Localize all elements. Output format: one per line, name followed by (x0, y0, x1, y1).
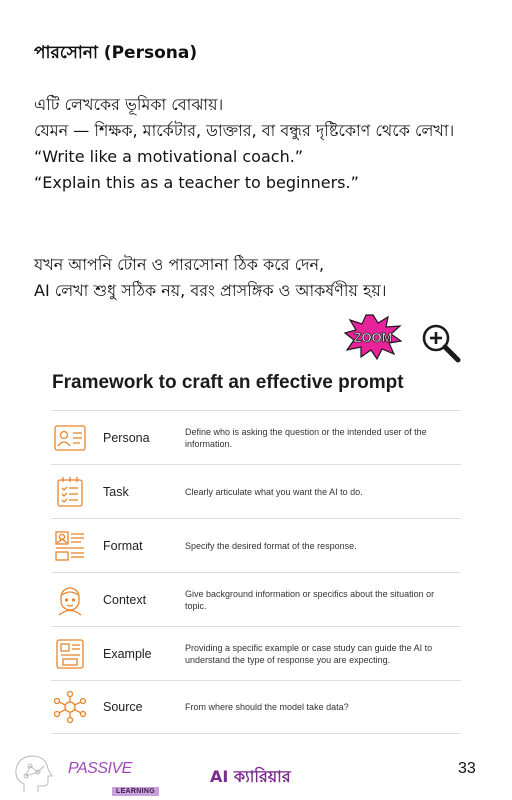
summary-line: AI লেখা শুধু সঠিক নয়, বরং প্রাসঙ্গিক ও আকর্ষণীয় হয়। (34, 281, 387, 300)
brand-main-text: PASSIVE (68, 760, 132, 777)
framework-label: Source (103, 700, 143, 714)
framework-desc: Give background information or specifics about the situation or topic. (185, 588, 435, 611)
framework-row-format (51, 518, 461, 572)
summary-line: যখন আপনি টোন ও পারসোনা ঠিক করে দেন, (34, 255, 325, 274)
framework-table (51, 410, 461, 734)
intro-line: এটি লেখকের ভূমিকা বোঝায়। (34, 95, 224, 114)
intro-paragraph (34, 92, 478, 196)
zoom-in-icon[interactable] (420, 322, 462, 364)
summary-paragraph (34, 252, 478, 304)
source-network-icon (53, 690, 87, 724)
framework-desc: Define who is asking the question or the intended user of the information. (185, 426, 427, 449)
brand-logo (68, 760, 159, 797)
framework-row-task (51, 464, 461, 518)
framework-desc: From where should the model take data? (185, 702, 349, 712)
framework-label: Task (103, 484, 129, 499)
brand-sub-text: LEARNING (112, 787, 159, 796)
framework-desc: Providing a specific example or case study can guide the AI to understand the type of response you are expecting. (185, 642, 433, 665)
footer-title: AI ক্যারিয়ার (210, 767, 291, 786)
zoom-badge-icon[interactable] (344, 314, 402, 360)
example-document-icon (53, 637, 87, 671)
framework-label: Persona (103, 430, 150, 445)
intro-line: “Explain this as a teacher to beginners.” (34, 173, 359, 192)
intro-line: যেমন — শিক্ষক, মার্কেটার, ডাক্তার, বা বন্ধুর দৃষ্টিকোণ থেকে লেখা। (34, 121, 455, 140)
context-head-icon (53, 583, 87, 617)
zoom-badge-text: ZOOM (353, 330, 393, 345)
ai-head-logo-icon (10, 752, 56, 798)
persona-card-icon (53, 421, 87, 455)
format-layout-icon (53, 529, 87, 563)
framework-row-persona (51, 410, 461, 464)
framework-desc: Clearly articulate what you want the AI to do. (185, 486, 363, 497)
task-checklist-icon (53, 475, 87, 509)
framework-title: Framework to craft an effective prompt (52, 372, 404, 393)
framework-label: Context (103, 592, 147, 607)
framework-label: Format (103, 538, 143, 553)
section-heading: পারসোনা (Persona) (34, 43, 198, 63)
page-number: 33 (458, 760, 476, 777)
framework-row-source (51, 680, 461, 734)
framework-row-example (51, 626, 461, 680)
intro-line: “Write like a motivational coach.” (34, 147, 304, 166)
framework-row-context (51, 572, 461, 626)
framework-label: Example (103, 646, 152, 661)
framework-desc: Specify the desired format of the response. (185, 540, 357, 551)
